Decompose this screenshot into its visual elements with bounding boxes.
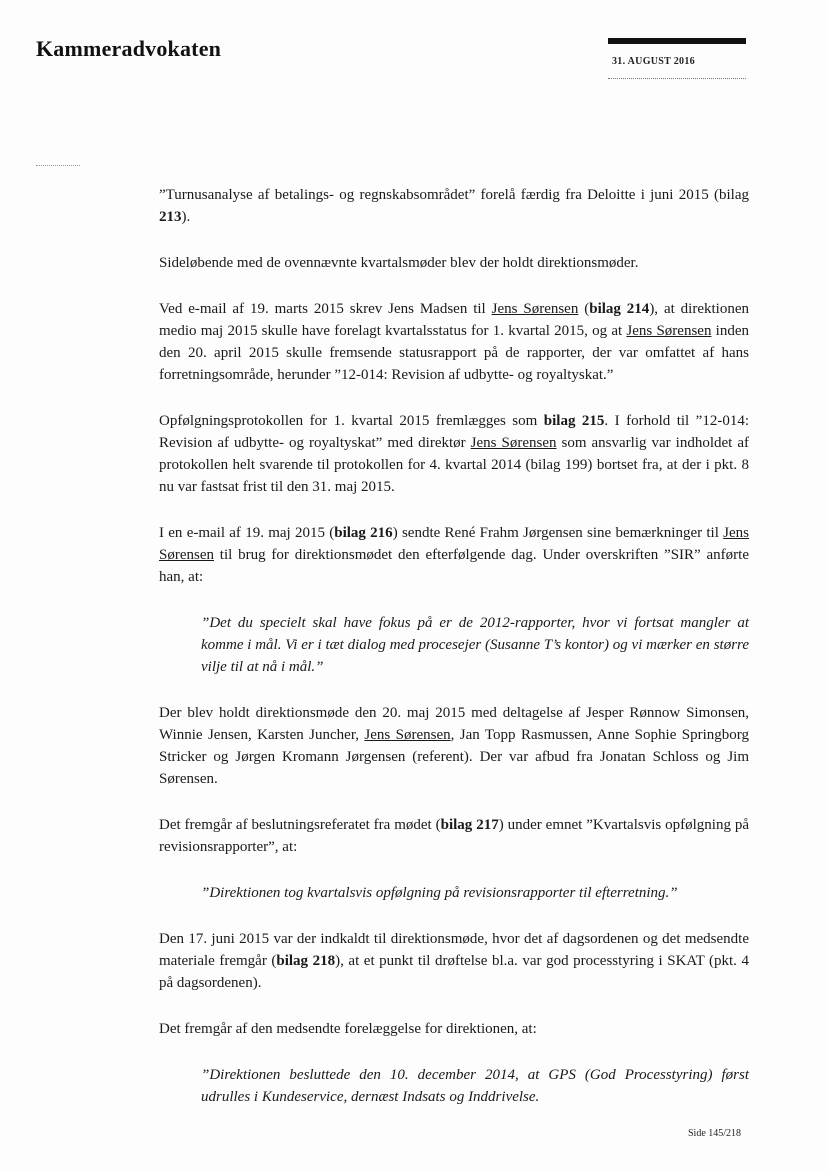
date-bar-decoration (608, 38, 746, 44)
text-run: Ved e-mail af 19. marts 2015 skrev Jens Madsen til (159, 301, 492, 317)
text-run: Den 17. juni 2015 var der indkaldt til direktionsmøde, hvor det af dagsordenen og det medsendte materiale fremgår ( (159, 931, 749, 969)
underlined-name: Jens Sørensen (626, 323, 712, 339)
quote-paragraph (201, 612, 749, 678)
quote-paragraph (201, 882, 749, 904)
paragraph (159, 252, 749, 274)
firm-logo: Kammeradvokaten (36, 36, 222, 61)
text-run: inden den 20. april 2015 skulle fremsende statusrapport på de rapporter, der var omfattet af hans forretningsområde, herunder ”12-014: Revision af udbytte- og royaltyskat.” (159, 323, 750, 383)
text-run: , Jan Topp Rasmussen, Anne Sophie Springborg Stricker og Jørgen Kromann Jørgensen (referent). Der var afbud fra Jonatan Schloss og Jim Sørensen. (159, 727, 749, 787)
exhibit-reference: 213 (159, 209, 182, 225)
text-run: Det fremgår af beslutningsreferatet fra mødet ( (159, 817, 441, 833)
paragraph (159, 298, 749, 386)
exhibit-reference: bilag 216 (334, 525, 393, 541)
text-run: til brug for direktionsmødet den efterfølgende dag. Under overskriften ”SIR” anførte han, at: (159, 547, 749, 585)
document-date: 31. AUGUST 2016 (612, 56, 695, 67)
exhibit-reference: bilag 218 (276, 953, 336, 969)
text-run: . I forhold til ”12-014: Revision af udbytte- og royaltyskat” med direktør (159, 413, 749, 451)
paragraph (159, 522, 749, 588)
exhibit-reference: bilag 214 (589, 301, 650, 317)
text-run: ), at et punkt til drøftelse bl.a. var god processtyring i SKAT (pkt. 4 på dagsordenen). (159, 953, 749, 991)
text-run: ( (578, 301, 590, 317)
text-run: ). (181, 209, 191, 225)
date-rule (608, 78, 746, 79)
text-run: ”Turnusanalyse af betalings- og regnskabsområdet” forelå færdig fra Deloitte i juni 2015 (bilag (159, 187, 749, 203)
underlined-name: Jens Sørensen (364, 727, 451, 743)
body-text (159, 184, 749, 1132)
paragraph (159, 928, 749, 994)
paragraph (159, 410, 749, 498)
text-run: ”Direktionen besluttede den 10. december 2014, at GPS (God Processtyring) først udrulles i Kundeservice, dernæst Indsats og Inddrivelse. (201, 1067, 749, 1105)
text-run: ), at direktionen medio maj 2015 skulle have forelagt kvartalsstatus for 1. kvartal 2015, og at (159, 301, 749, 339)
exhibit-reference: bilag 217 (440, 817, 499, 833)
underlined-name: Jens Sørensen (491, 301, 579, 317)
underlined-name: Jens Sørensen (470, 435, 557, 451)
text-run: Det fremgår af den medsendte forelæggelse for direktionen, at: (159, 1021, 537, 1037)
text-run: ) under emnet ”Kvartalsvis opfølgning på revisionsrapporter”, at: (159, 817, 750, 855)
paragraph (159, 814, 749, 858)
page-number: Side 145/218 (688, 1128, 742, 1139)
paragraph (159, 184, 749, 228)
quote-paragraph (201, 1064, 749, 1108)
text-run: Der blev holdt direktionsmøde den 20. maj 2015 med deltagelse af Jesper Rønnow Simonsen, Winnie Jensen, Karsten Juncher, (159, 705, 749, 743)
text-run: ”Det du specielt skal have fokus på er de 2012-rapporter, hvor vi fortsat mangler at komme i mål. Vi er i tæt dialog med procesejer (Susanne T’s kontor) og vi mærker en større vilje til at nå i mål.” (201, 615, 749, 675)
paragraph (159, 702, 749, 790)
margin-dots (36, 165, 80, 166)
text-run: som ansvarlig var indholdet af protokollen helt svarende til protokollen for 4. kvartal 2014 (bilag 199) bortset fra, at der i pkt. 8 nu var fastsat frist til den 31. maj 2015. (159, 435, 749, 495)
text-run: I en e-mail af 19. maj 2015 ( (159, 525, 335, 541)
text-run: Sideløbende med de ovennævnte kvartalsmøder blev der holdt direktionsmøder. (159, 255, 639, 271)
text-run: Opfølgningsprotokollen for 1. kvartal 2015 fremlægges som (159, 413, 544, 429)
text-run: ”Direktionen tog kvartalsvis opfølgning på revisionsrapporter til efterretning.” (201, 885, 678, 901)
underlined-name: Jens Sørensen (159, 525, 749, 563)
text-run: ) sendte René Frahm Jørgensen sine bemærkninger til (392, 525, 724, 541)
exhibit-reference: bilag 215 (543, 413, 605, 429)
paragraph (159, 1018, 749, 1040)
